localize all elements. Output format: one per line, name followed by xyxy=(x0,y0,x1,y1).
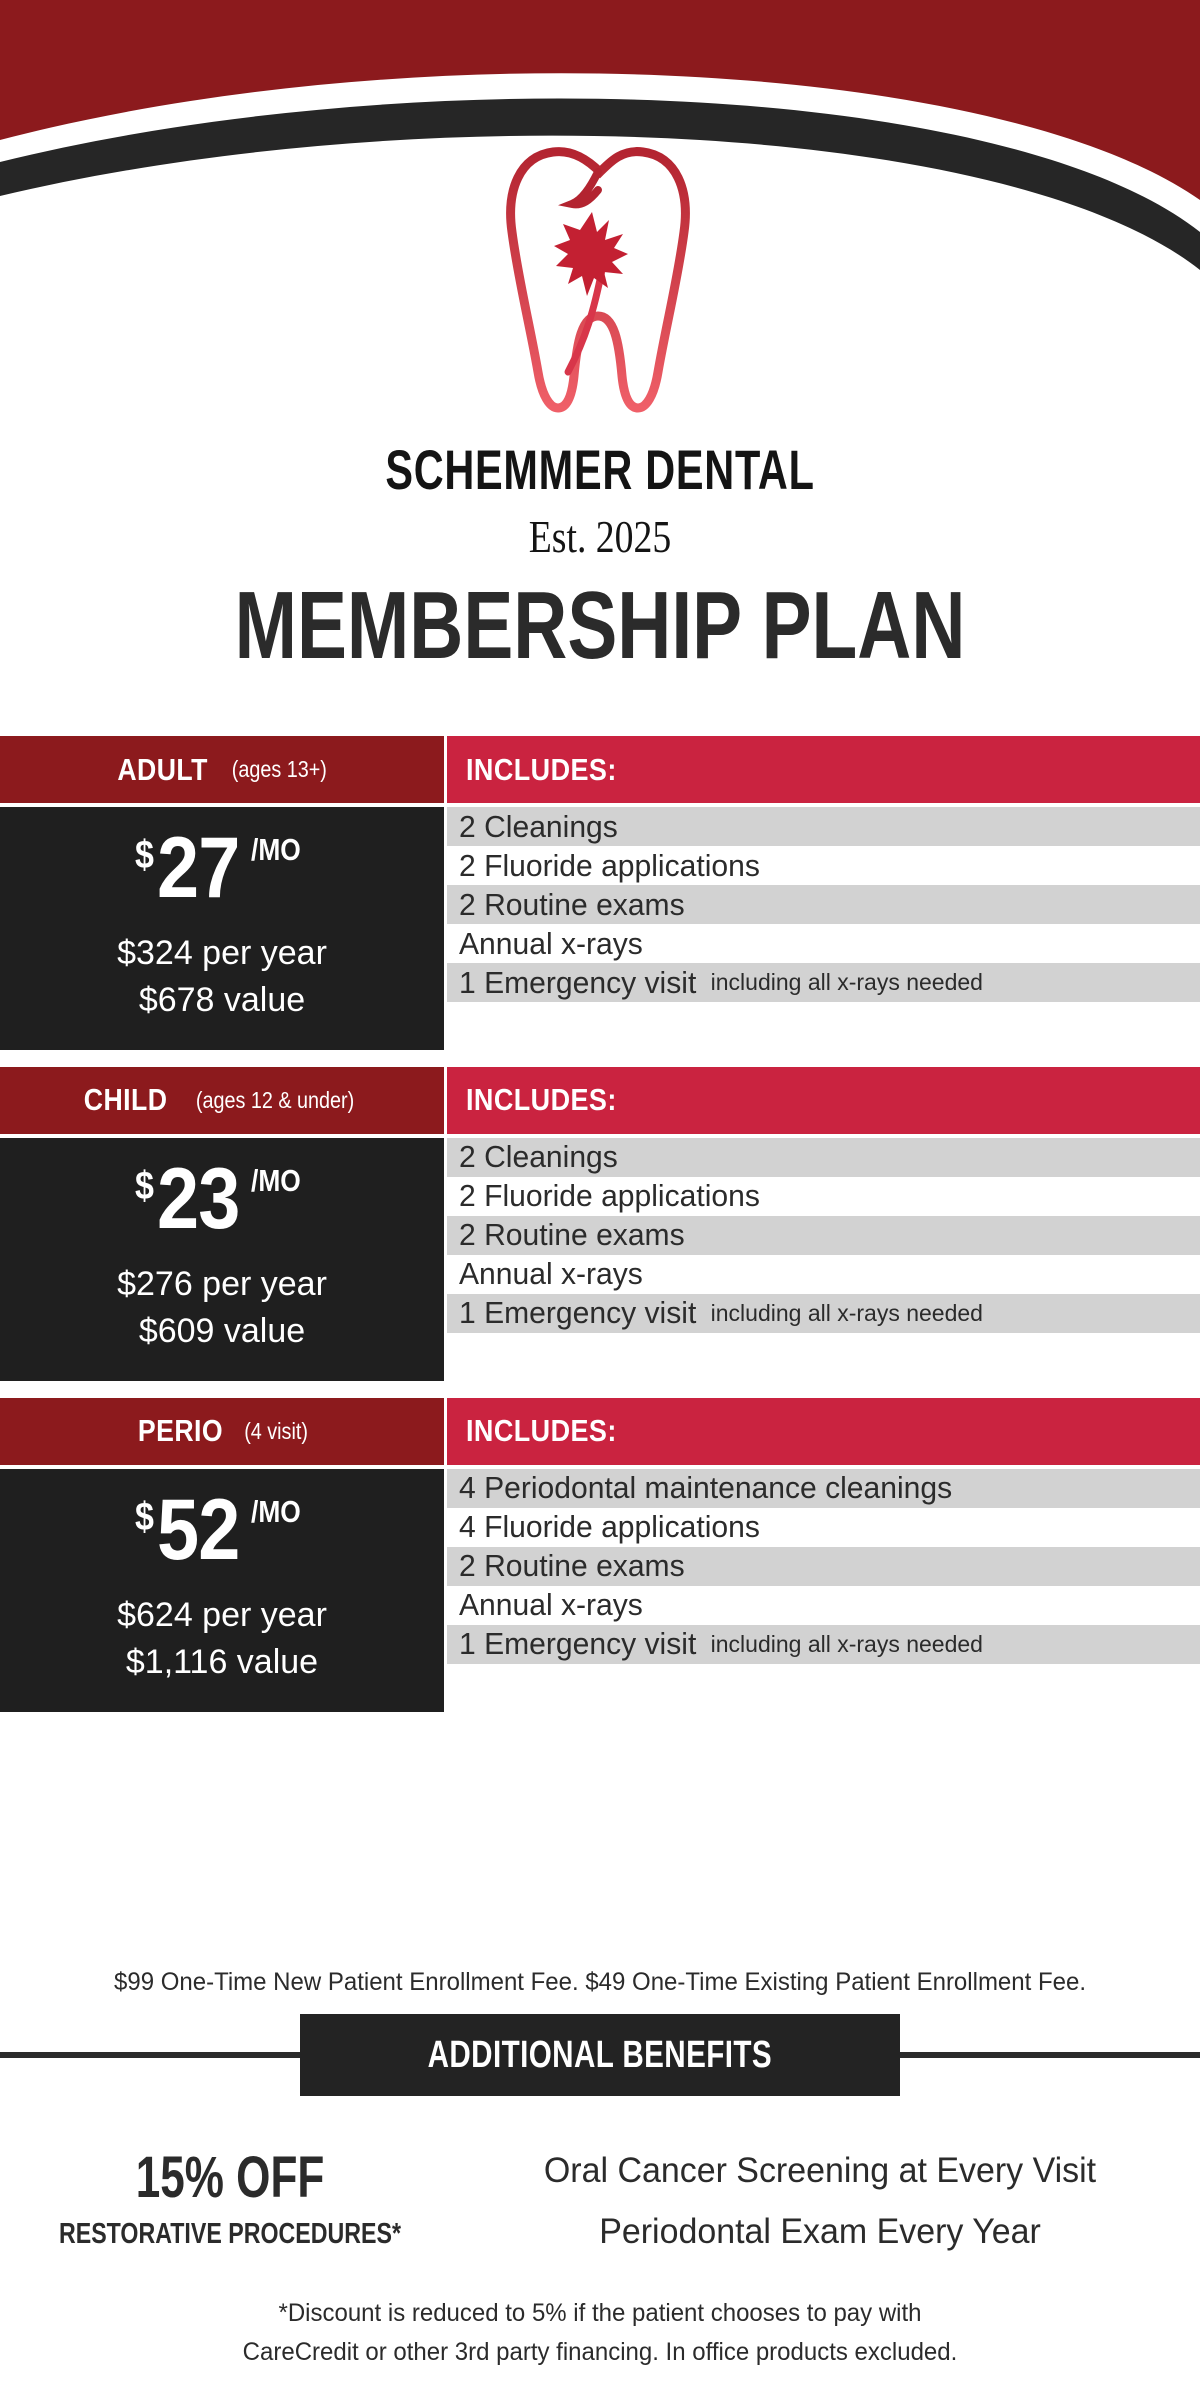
additional-benefits-banner xyxy=(0,2014,1200,2096)
price-per-year: $624 per year xyxy=(117,1595,327,1634)
plan-tier-header xyxy=(0,1067,444,1134)
additional-benefits-content xyxy=(0,2140,1200,2263)
benefit-note: including all x-rays needed xyxy=(710,969,983,995)
benefit-row xyxy=(447,1547,1200,1586)
plans-container xyxy=(0,736,1200,1729)
includes-header xyxy=(447,1067,1200,1134)
benefit-row xyxy=(447,807,1200,846)
benefit-text: 2 Routine exams xyxy=(459,886,685,922)
enrollment-fee-note: $99 One-Time New Patient Enrollment Fee. $49 One-Time Existing Patient Enrollment Fee. xyxy=(114,1968,1086,1996)
benefit-text: Annual x-rays xyxy=(459,1587,643,1623)
price-period: /MO xyxy=(250,1162,301,1198)
price-total-value: $678 value xyxy=(138,981,306,1020)
plan-body xyxy=(0,807,1200,1050)
benefits-list xyxy=(447,1469,1200,1712)
benefit-row xyxy=(447,1625,1200,1664)
benefits-list xyxy=(447,1138,1200,1381)
price-headline xyxy=(134,1481,309,1578)
includes-label: INCLUDES: xyxy=(466,751,617,787)
price-total-value: $609 value xyxy=(138,1311,306,1350)
discount-headline: 15% OFF xyxy=(135,2145,325,2210)
discount-block xyxy=(0,2140,460,2263)
benefit-row xyxy=(447,1586,1200,1625)
price-headline xyxy=(134,1150,309,1247)
includes-label: INCLUDES: xyxy=(466,1082,617,1118)
benefit-text: Annual x-rays xyxy=(459,1256,643,1292)
additional-benefits-label-box xyxy=(300,2014,900,2096)
perks-list xyxy=(460,2140,1200,2263)
price-currency: $ xyxy=(134,833,154,877)
benefit-row xyxy=(447,1255,1200,1294)
price-per-year: $324 per year xyxy=(117,934,327,973)
brand-established: Est. 2025 xyxy=(528,511,672,562)
benefit-note: including all x-rays needed xyxy=(710,1630,983,1657)
tooth-maple-leaf-icon xyxy=(490,120,710,420)
benefit-row xyxy=(447,1216,1200,1255)
plan-section-adult xyxy=(0,736,1200,1050)
benefit-text: 4 Fluoride applications xyxy=(459,1509,760,1545)
benefit-text: 4 Periodontal maintenance cleanings xyxy=(459,1470,953,1506)
price-currency: $ xyxy=(134,1494,154,1539)
plan-age-range: (ages 13+) xyxy=(231,756,327,782)
plan-header-row xyxy=(0,1398,1200,1465)
plan-section-perio xyxy=(0,1398,1200,1712)
plan-body xyxy=(0,1138,1200,1381)
disclaimer-line: CareCredit or other 3rd party financing. In office products excluded. xyxy=(242,2337,958,2366)
brand-name: SCHEMMER DENTAL xyxy=(385,438,815,501)
benefits-list xyxy=(447,807,1200,1050)
maple-leaf-shape xyxy=(554,212,628,296)
benefit-row xyxy=(447,1177,1200,1216)
plan-age-range: (ages 12 & under) xyxy=(195,1086,355,1113)
discount-subline: RESTORATIVE PROCEDURES* xyxy=(58,2217,402,2250)
perk-item: Periodontal Exam Every Year xyxy=(599,2212,1041,2252)
benefit-text: Annual x-rays xyxy=(459,925,643,961)
benefit-text: 1 Emergency visit xyxy=(459,1626,697,1662)
disclaimer xyxy=(24,2294,1176,2372)
plan-header-row xyxy=(0,1067,1200,1134)
plan-tier-label: CHILD xyxy=(83,1082,168,1118)
benefit-row xyxy=(447,963,1200,1002)
benefit-row xyxy=(447,1138,1200,1177)
price-period: /MO xyxy=(250,1493,301,1529)
benefit-text: 2 Fluoride applications xyxy=(459,1178,760,1214)
plan-header-row xyxy=(0,736,1200,803)
page-title: MEMBERSHIP PLAN xyxy=(234,572,966,679)
disclaimer-line: *Discount is reduced to 5% if the patient chooses to pay with xyxy=(278,2299,922,2327)
benefit-row xyxy=(447,924,1200,963)
price-panel xyxy=(0,807,444,1050)
benefit-text: 2 Fluoride applications xyxy=(459,847,760,883)
benefit-text: 1 Emergency visit xyxy=(459,964,697,1000)
price-per-year: $276 per year xyxy=(117,1265,327,1304)
benefit-text: 2 Cleanings xyxy=(459,1139,618,1175)
benefit-text: 2 Cleanings xyxy=(459,808,618,844)
benefit-text: 1 Emergency visit xyxy=(459,1295,697,1331)
price-total-value: $1,116 value xyxy=(125,1642,319,1681)
tooth-cusp-line xyxy=(572,172,598,204)
benefit-row xyxy=(447,1508,1200,1547)
includes-header xyxy=(447,1398,1200,1465)
benefit-row xyxy=(447,885,1200,924)
plan-age-range: (4 visit) xyxy=(244,1417,308,1444)
plan-tier-header xyxy=(0,1398,444,1465)
price-amount: 27 xyxy=(157,820,240,916)
price-amount: 52 xyxy=(157,1481,240,1578)
price-currency: $ xyxy=(134,1163,154,1208)
benefit-note: including all x-rays needed xyxy=(710,1299,983,1326)
price-period: /MO xyxy=(250,832,301,867)
price-headline xyxy=(134,820,309,916)
price-amount: 23 xyxy=(157,1150,240,1247)
plan-tier-header xyxy=(0,736,444,803)
price-panel xyxy=(0,1138,444,1381)
plan-section-child xyxy=(0,1067,1200,1381)
includes-label: INCLUDES: xyxy=(466,1413,617,1449)
plan-tier-label: ADULT xyxy=(116,751,208,787)
additional-benefits-label: ADDITIONAL BENEFITS xyxy=(427,2033,773,2076)
plan-tier-label: PERIO xyxy=(137,1413,223,1449)
price-panel xyxy=(0,1469,444,1712)
plan-body xyxy=(0,1469,1200,1712)
benefit-text: 2 Routine exams xyxy=(459,1548,685,1584)
benefit-row xyxy=(447,846,1200,885)
logo-container xyxy=(0,120,1200,425)
benefit-text: 2 Routine exams xyxy=(459,1217,685,1253)
includes-header xyxy=(447,736,1200,803)
benefit-row xyxy=(447,1294,1200,1333)
benefit-row xyxy=(447,1469,1200,1508)
perk-item: Oral Cancer Screening at Every Visit xyxy=(543,2151,1097,2190)
